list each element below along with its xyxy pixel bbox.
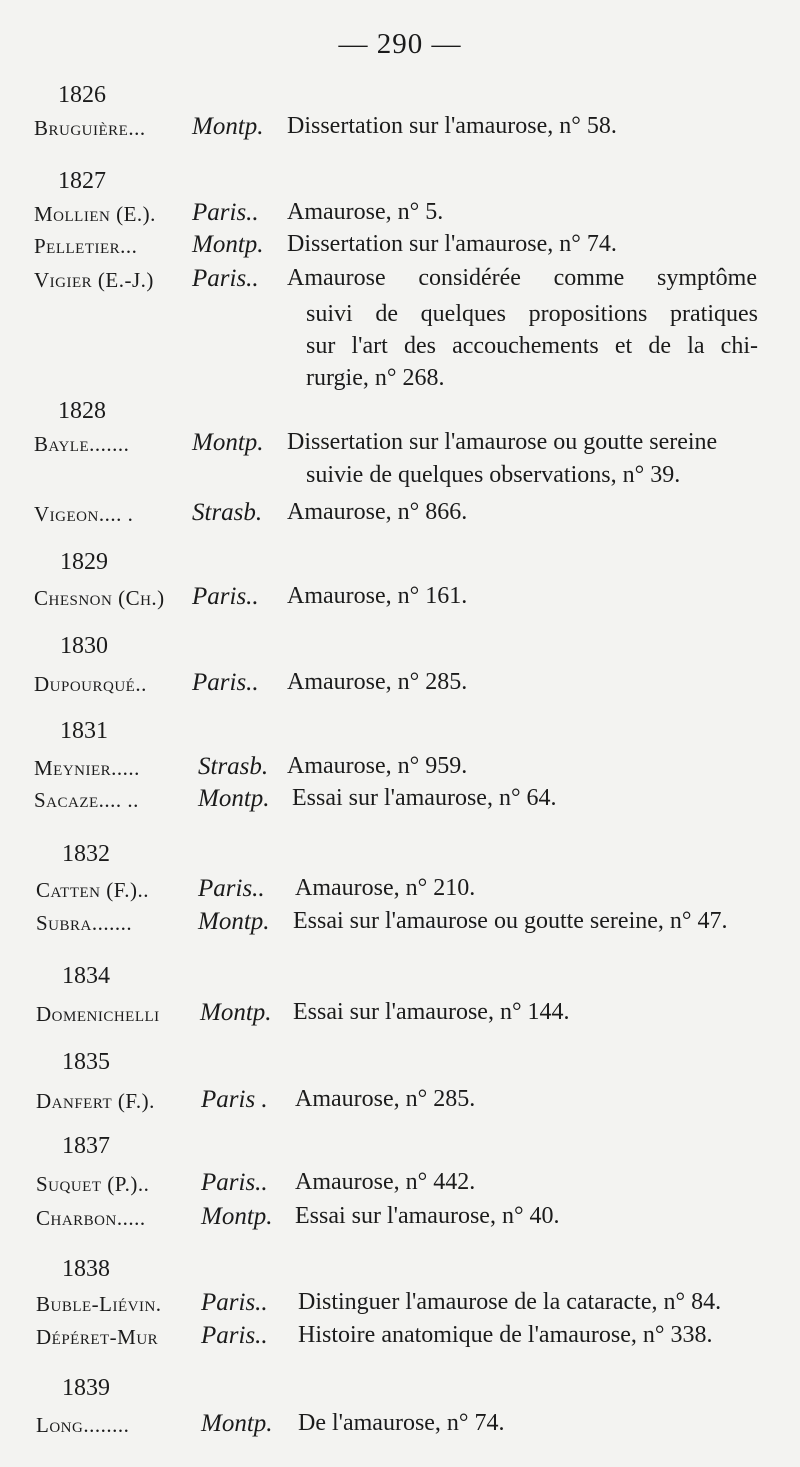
entry-title: Dissertation sur l'amaurose, n° 74. [287, 231, 617, 257]
entry-place: Paris . [201, 1086, 268, 1113]
entry-title: Essai sur l'amaurose, n° 40. [295, 1203, 560, 1229]
entry-author: Buble-Liévin. [36, 1292, 162, 1316]
entry-author: Bruguière... [34, 116, 146, 140]
bibliography-entry [0, 1322, 800, 1359]
year-heading: 1834 [62, 963, 110, 989]
entry-author: Vigier (E.-J.) [34, 268, 154, 292]
year-heading: 1828 [58, 398, 106, 424]
entry-place: Paris.. [192, 265, 259, 292]
page-number: — 290 — [338, 28, 462, 60]
entry-author: Bayle....... [34, 432, 130, 456]
entry-author: Suquet (P.).. [36, 1172, 150, 1196]
bibliography-entry [0, 113, 800, 150]
entry-place: Montp. [201, 1203, 273, 1230]
entry-place: Montp. [198, 908, 270, 935]
year-heading: 1838 [62, 1256, 110, 1282]
bibliography-entry [0, 999, 800, 1036]
entry-author: Danfert (F.). [36, 1089, 155, 1113]
entry-place: Paris.. [198, 875, 265, 902]
entry-author: Dépéret-Mur [36, 1325, 159, 1349]
entry-author: Pelletier... [34, 234, 138, 258]
entry-author: Chesnon (Ch.) [34, 586, 165, 610]
entry-place: Montp. [192, 429, 264, 456]
entry-place: Montp. [198, 785, 270, 812]
entry-title: Dissertation sur l'amaurose ou goutte sereine [287, 429, 718, 455]
bibliography-entry [0, 499, 800, 536]
bibliography-entry [0, 908, 800, 945]
bibliography-entry [0, 669, 800, 706]
entry-place: Paris.. [201, 1322, 268, 1349]
entry-author: Meynier..... [34, 756, 140, 780]
bibliography-entry [0, 231, 800, 268]
year-heading: 1826 [58, 82, 106, 108]
bibliography-entry [0, 1086, 800, 1123]
entry-title: Amaurose, n° 161. [287, 583, 468, 609]
entry-author: Mollien (E.). [34, 202, 156, 226]
entry-title: Amaurose, n° 866. [287, 499, 468, 525]
year-heading: 1837 [62, 1133, 110, 1159]
entry-title: Histoire anatomique de l'amaurose, n° 338. [298, 1322, 713, 1348]
entry-title-continuation: sur l'art des accouchements et de la chi- [306, 333, 758, 359]
bibliography-entry [0, 1410, 800, 1447]
entry-author: Vigeon.... . [34, 502, 134, 526]
entry-author: Catten (F.).. [36, 878, 149, 902]
year-heading: 1832 [62, 841, 110, 867]
entry-place: Paris.. [192, 669, 259, 696]
bibliography-entry [0, 1289, 800, 1326]
entry-author: Domenichelli [36, 1002, 160, 1026]
entry-place: Montp. [200, 999, 272, 1026]
entry-place: Montp. [192, 113, 264, 140]
bibliography-entry [0, 1169, 800, 1206]
entry-author: Dupourqué.. [34, 672, 147, 696]
entry-place: Paris.. [192, 199, 259, 226]
entry-title-continuation: suivie de quelques observations, n° 39. [306, 462, 681, 488]
entry-title-continuation: suivi de quelques propositions pratiques [306, 301, 758, 327]
entry-place: Strasb. [198, 753, 269, 780]
entry-title-continuation: rurgie, n° 268. [306, 365, 445, 391]
bibliography-entry [0, 429, 800, 496]
entry-place: Paris.. [192, 583, 259, 610]
entry-place: Montp. [201, 1410, 273, 1437]
year-heading: 1835 [62, 1049, 110, 1075]
bibliography-entry [0, 875, 800, 912]
entry-place: Paris.. [201, 1169, 268, 1196]
entry-title: Amaurose, n° 210. [295, 875, 476, 901]
entry-title: Essai sur l'amaurose ou goutte sereine, n° 47. [293, 908, 728, 934]
bibliography-entry [0, 1203, 800, 1240]
entry-author: Charbon..... [36, 1206, 146, 1230]
year-heading: 1827 [58, 168, 106, 194]
entry-title: Amaurose, n° 959. [287, 753, 468, 779]
bibliography-entry [0, 785, 800, 822]
entry-title: Distinguer l'amaurose de la cataracte, n° 84. [298, 1289, 722, 1315]
entry-author: Subra....... [36, 911, 133, 935]
entry-title: Amaurose, n° 5. [287, 199, 444, 225]
year-heading: 1831 [60, 718, 108, 744]
entry-title: Essai sur l'amaurose, n° 64. [292, 785, 557, 811]
entry-place: Montp. [192, 231, 264, 258]
entry-place: Strasb. [192, 499, 263, 526]
entry-author: Long........ [36, 1413, 130, 1437]
year-heading: 1830 [60, 633, 108, 659]
bibliography-entry [0, 583, 800, 620]
entry-title: De l'amaurose, n° 74. [298, 1410, 505, 1436]
entry-title: Amaurose considérée comme symptôme [287, 265, 757, 291]
entry-title: Amaurose, n° 285. [295, 1086, 476, 1112]
entry-title: Essai sur l'amaurose, n° 144. [293, 999, 570, 1025]
year-heading: 1839 [62, 1375, 110, 1401]
year-heading: 1829 [60, 549, 108, 575]
entry-title: Amaurose, n° 285. [287, 669, 468, 695]
entry-title: Amaurose, n° 442. [295, 1169, 476, 1195]
entry-author: Sacaze.... .. [34, 788, 139, 812]
entry-place: Paris.. [201, 1289, 268, 1316]
entry-title: Dissertation sur l'amaurose, n° 58. [287, 113, 617, 139]
bibliography-entry [0, 265, 800, 398]
